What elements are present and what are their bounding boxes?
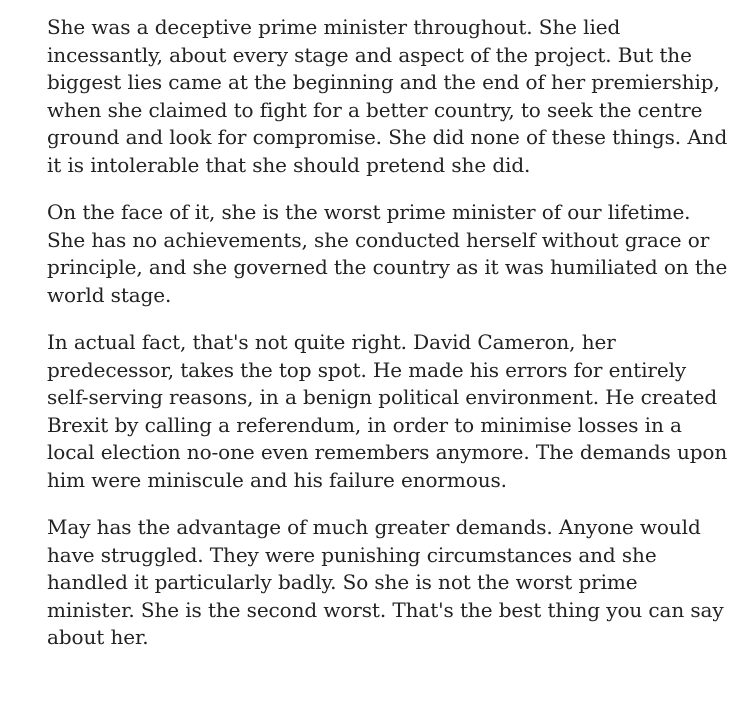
paragraph-2: On the face of it, she is the worst prime minister of our lifetime. She has no achievements, she conducted herself without grace or principle, and she governed the country as it was humiliated on the world stage. [47,200,728,307]
paragraph-4: May has the advantage of much greater demands. Anyone would have struggled. They were punishing circumstances and she handled it particularly badly. So she is not the worst prime minister. She is the second worst. That's the best thing you can say about her. [47,515,724,649]
paragraph-1: She was a deceptive prime minister throughout. She lied incessantly, about every stage and aspect of the project. But the biggest lies came at the beginning and the end of her premiership, when she claimed to fight for a better country, to seek the centre ground and look for compromise. She did none of these things. And it is intolerable that she should pretend she did. [47,15,728,177]
paragraph-3: In actual fact, that's not quite right. David Cameron, her predecessor, takes the top spot. He made his errors for entirely self-serving reasons, in a benign political environment. He created Brexit by calling a referendum, in order to minimise losses in a local election no-one even remembers anymore. The demands upon him were miniscule and his failure enormous. [47,330,728,492]
